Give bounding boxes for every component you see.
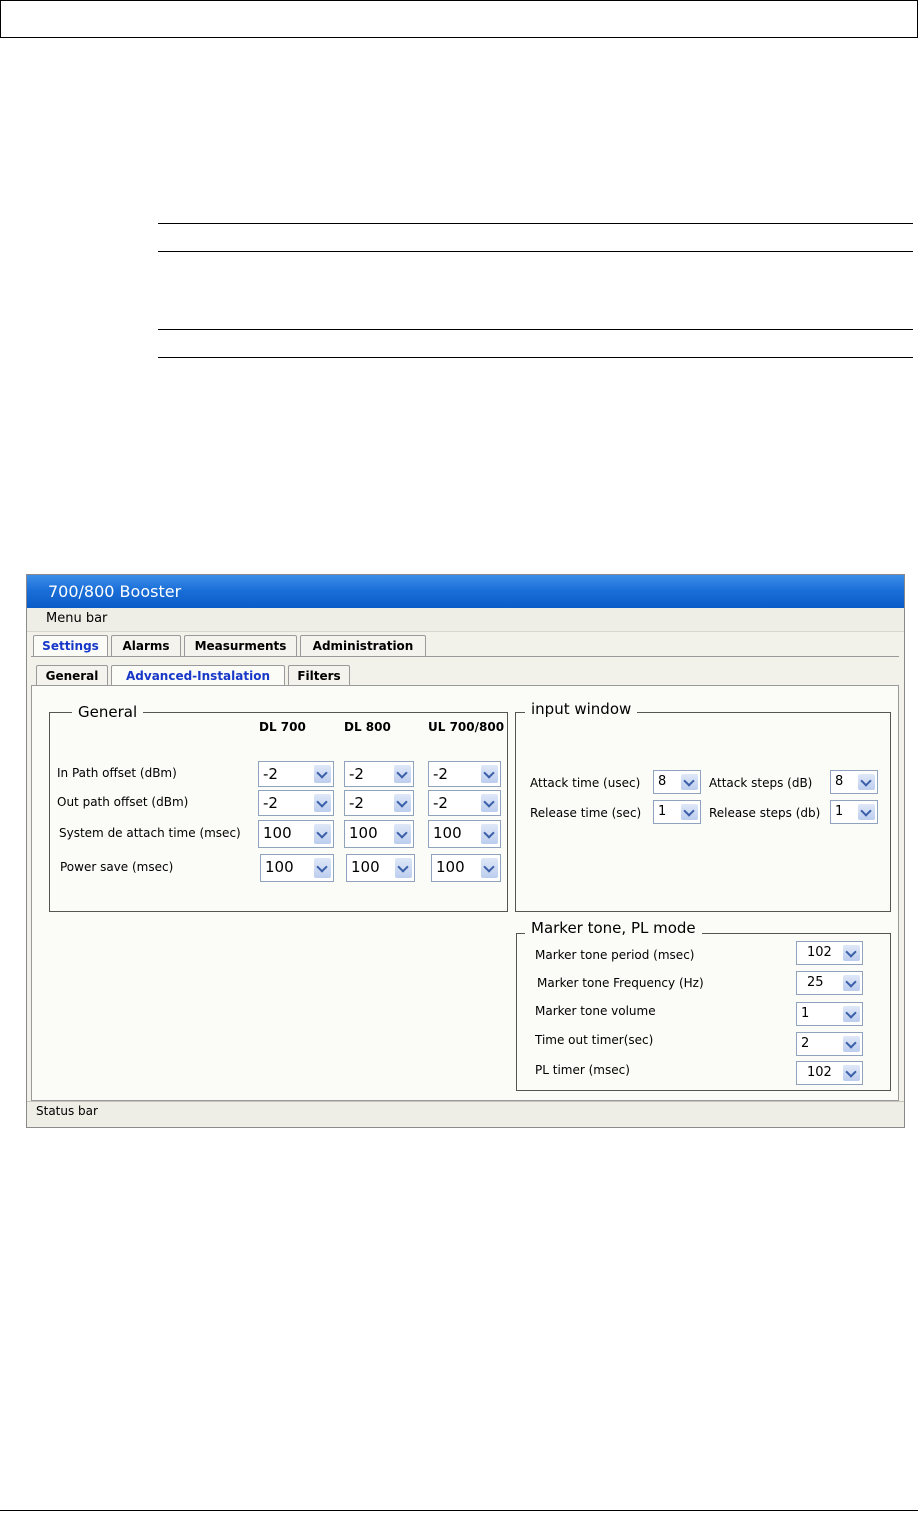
input-window-legend: input window xyxy=(525,700,637,718)
page-footer-line xyxy=(0,1510,918,1511)
chevron-down-icon[interactable] xyxy=(314,794,331,812)
in-path-offset-label: In Path offset (dBm) xyxy=(57,766,177,780)
in-path-offset-ul-select[interactable]: -2 xyxy=(428,761,501,787)
subtab-filters[interactable]: Filters xyxy=(288,665,350,686)
rule-line xyxy=(158,251,913,252)
release-steps-select[interactable]: 1 xyxy=(830,800,878,824)
attack-time-select[interactable]: 8 xyxy=(653,770,701,794)
rule-line xyxy=(158,329,913,330)
rule-line xyxy=(158,357,913,358)
window-title: 700/800 Booster xyxy=(48,582,182,601)
marker-tone-period-select[interactable]: 102 xyxy=(796,941,863,965)
release-time-select[interactable]: 1 xyxy=(653,800,701,824)
marker-tone-legend: Marker tone, PL mode xyxy=(525,919,702,937)
column-header-ul700-800: UL 700/800 xyxy=(428,720,505,734)
marker-tone-volume-select[interactable]: 1 xyxy=(796,1002,863,1026)
out-path-offset-dl800-select[interactable]: -2 xyxy=(344,790,414,816)
chevron-down-icon[interactable] xyxy=(843,1036,860,1052)
chevron-down-icon[interactable] xyxy=(314,765,331,783)
chevron-down-icon[interactable] xyxy=(481,858,498,878)
attack-steps-select[interactable]: 8 xyxy=(830,770,878,794)
column-header-dl800: DL 800 xyxy=(344,720,391,734)
attack-steps-label: Attack steps (dB) xyxy=(709,776,813,790)
release-time-label: Release time (sec) xyxy=(530,806,642,820)
out-path-offset-dl700-select[interactable]: -2 xyxy=(258,790,334,816)
status-bar-label: Status bar xyxy=(36,1104,98,1118)
system-detach-time-label: System de attach time (msec) xyxy=(59,826,241,840)
time-out-timer-select[interactable]: 2 xyxy=(796,1032,863,1056)
release-steps-label: Release steps (db) xyxy=(709,806,821,820)
status-bar xyxy=(27,1101,904,1127)
time-out-timer-label: Time out timer(sec) xyxy=(535,1033,654,1047)
chevron-down-icon[interactable] xyxy=(681,774,698,790)
tab-measurments[interactable]: Measurments xyxy=(184,635,297,656)
chevron-down-icon[interactable] xyxy=(481,794,498,812)
out-path-offset-label: Out path offset (dBm) xyxy=(57,795,189,809)
detach-time-dl800-select[interactable]: 100 xyxy=(344,820,414,848)
general-legend: General xyxy=(72,703,143,721)
marker-tone-frequency-label: Marker tone Frequency (Hz) xyxy=(537,976,704,990)
subtab-advanced-instalation[interactable]: Advanced-Instalation xyxy=(111,665,285,686)
detach-time-dl700-select[interactable]: 100 xyxy=(258,820,334,848)
chevron-down-icon[interactable] xyxy=(481,824,498,844)
in-path-offset-dl800-select[interactable]: -2 xyxy=(344,761,414,787)
chevron-down-icon[interactable] xyxy=(843,975,860,991)
chevron-down-icon[interactable] xyxy=(395,858,412,878)
chevron-down-icon[interactable] xyxy=(681,804,698,820)
chevron-down-icon[interactable] xyxy=(394,824,411,844)
pl-timer-label: PL timer (msec) xyxy=(535,1063,630,1077)
menu-bar-label[interactable]: Menu bar xyxy=(46,611,108,626)
marker-tone-period-label: Marker tone period (msec) xyxy=(535,948,695,962)
page-header-box xyxy=(0,0,918,38)
tab-strip-line xyxy=(31,656,899,657)
chevron-down-icon[interactable] xyxy=(314,824,331,844)
chevron-down-icon[interactable] xyxy=(481,765,498,783)
chevron-down-icon[interactable] xyxy=(394,794,411,812)
chevron-down-icon[interactable] xyxy=(843,945,860,961)
detach-time-ul-select[interactable]: 100 xyxy=(428,820,501,848)
attack-time-label: Attack time (usec) xyxy=(530,776,641,790)
tab-settings[interactable]: Settings xyxy=(33,635,108,656)
chevron-down-icon[interactable] xyxy=(314,858,331,878)
chevron-down-icon[interactable] xyxy=(843,1006,860,1022)
tab-administration[interactable]: Administration xyxy=(300,635,426,656)
out-path-offset-ul-select[interactable]: -2 xyxy=(428,790,501,816)
rule-line xyxy=(158,223,913,224)
pl-timer-select[interactable]: 102 xyxy=(796,1061,863,1085)
column-header-dl700: DL 700 xyxy=(259,720,306,734)
chevron-down-icon[interactable] xyxy=(858,774,875,790)
power-save-label: Power save (msec) xyxy=(60,860,174,874)
subtab-general[interactable]: General xyxy=(36,665,108,686)
power-save-dl700-select[interactable]: 100 xyxy=(260,854,334,882)
marker-tone-volume-label: Marker tone volume xyxy=(535,1004,656,1018)
chevron-down-icon[interactable] xyxy=(843,1065,860,1081)
tab-alarms[interactable]: Alarms xyxy=(111,635,181,656)
in-path-offset-dl700-select[interactable]: -2 xyxy=(258,761,334,787)
power-save-ul-select[interactable]: 100 xyxy=(431,854,501,882)
chevron-down-icon[interactable] xyxy=(858,804,875,820)
menu-bar[interactable] xyxy=(27,608,904,632)
chevron-down-icon[interactable] xyxy=(394,765,411,783)
marker-tone-frequency-select[interactable]: 25 xyxy=(796,971,863,995)
power-save-dl800-select[interactable]: 100 xyxy=(346,854,415,882)
